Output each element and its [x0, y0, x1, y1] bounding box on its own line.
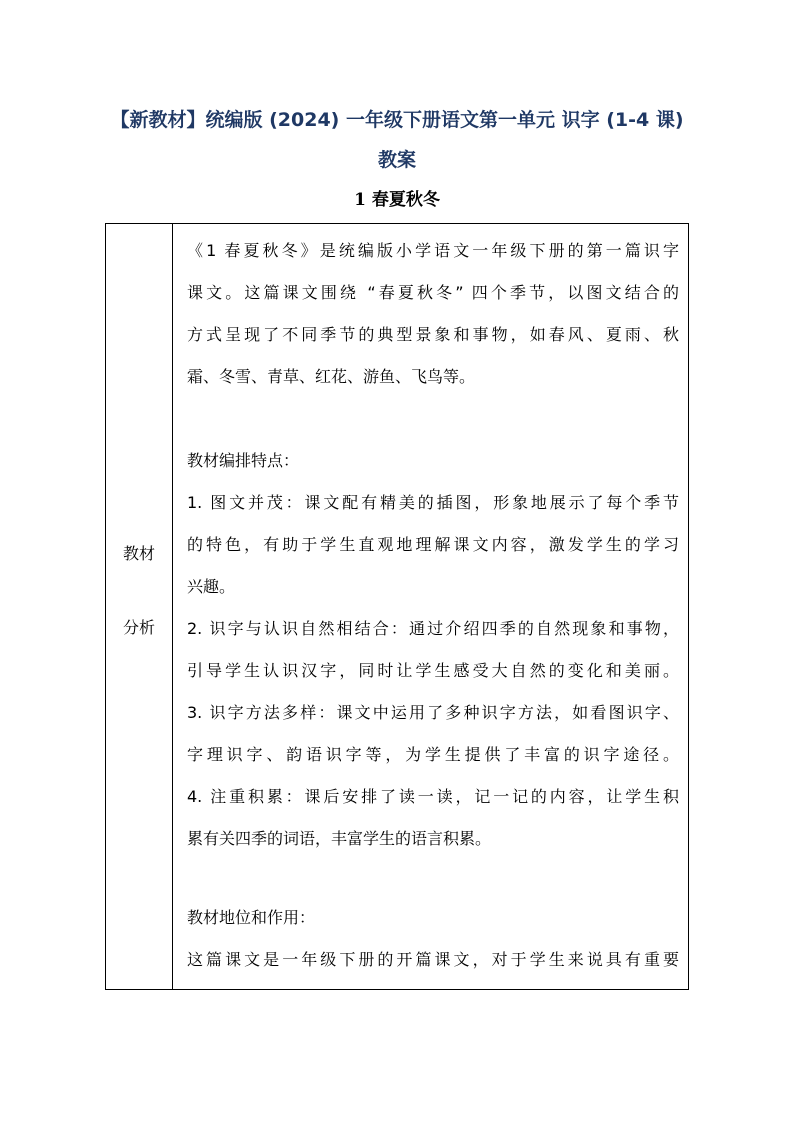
document-title-line-1: 【新教材】统编版 (2024) 一年级下册语文第一单元 识字 (1-4 课) — [110, 109, 684, 131]
list-item-line: 字理识字、韵语识字等，为学生提供了丰富的识字途径。 — [187, 745, 679, 764]
list-item-line: 的特色，有助于学生直观地理解课文内容，激发学生的学习 — [187, 535, 679, 554]
row-label-line-1: 教材 — [122, 544, 155, 563]
section-heading: 教材地位和作用： — [187, 908, 316, 927]
row-label-line-2: 分析 — [122, 618, 155, 637]
document-title-line-2: 教案 — [377, 149, 416, 171]
list-item-line: 4. 注重积累：课后安排了读一读，记一记的内容，让学生积 — [187, 787, 679, 806]
paragraph-line: 这篇课文是一年级下册的开篇课文，对于学生来说具有重要 — [187, 950, 679, 969]
lesson-title: 1 春夏秋冬 — [354, 190, 440, 210]
paragraph-line: 方式呈现了不同季节的典型景象和事物，如春风、夏雨、秋 — [187, 325, 679, 344]
paragraph-line: 《1 春夏秋冬》是统编版小学语文一年级下册的第一篇识字 — [187, 241, 679, 260]
paragraph-line: 霜、冬雪、青草、红花、游鱼、飞鸟等。 — [187, 367, 476, 386]
list-item-line: 累有关四季的词语，丰富学生的语言积累。 — [187, 829, 492, 848]
list-item-line: 引导学生认识汉字，同时让学生感受大自然的变化和美丽。 — [187, 661, 679, 680]
list-item-line: 兴趣。 — [187, 577, 236, 596]
paragraph-line: 课文。这篇课文围绕 “春夏秋冬” 四个季节，以图文结合的 — [187, 283, 679, 302]
list-item-line: 2. 识字与认识自然相结合：通过介绍四季的自然现象和事物， — [187, 619, 679, 638]
lesson-plan-table — [105, 223, 689, 990]
section-heading: 教材编排特点： — [187, 451, 300, 470]
row-label-cell — [106, 224, 173, 989]
textbook-analysis-cell — [173, 224, 688, 989]
list-item-line: 1. 图文并茂：课文配有精美的插图，形象地展示了每个季节 — [187, 493, 679, 512]
list-item-line: 3. 识字方法多样：课文中运用了多种识字方法，如看图识字、 — [187, 703, 679, 722]
